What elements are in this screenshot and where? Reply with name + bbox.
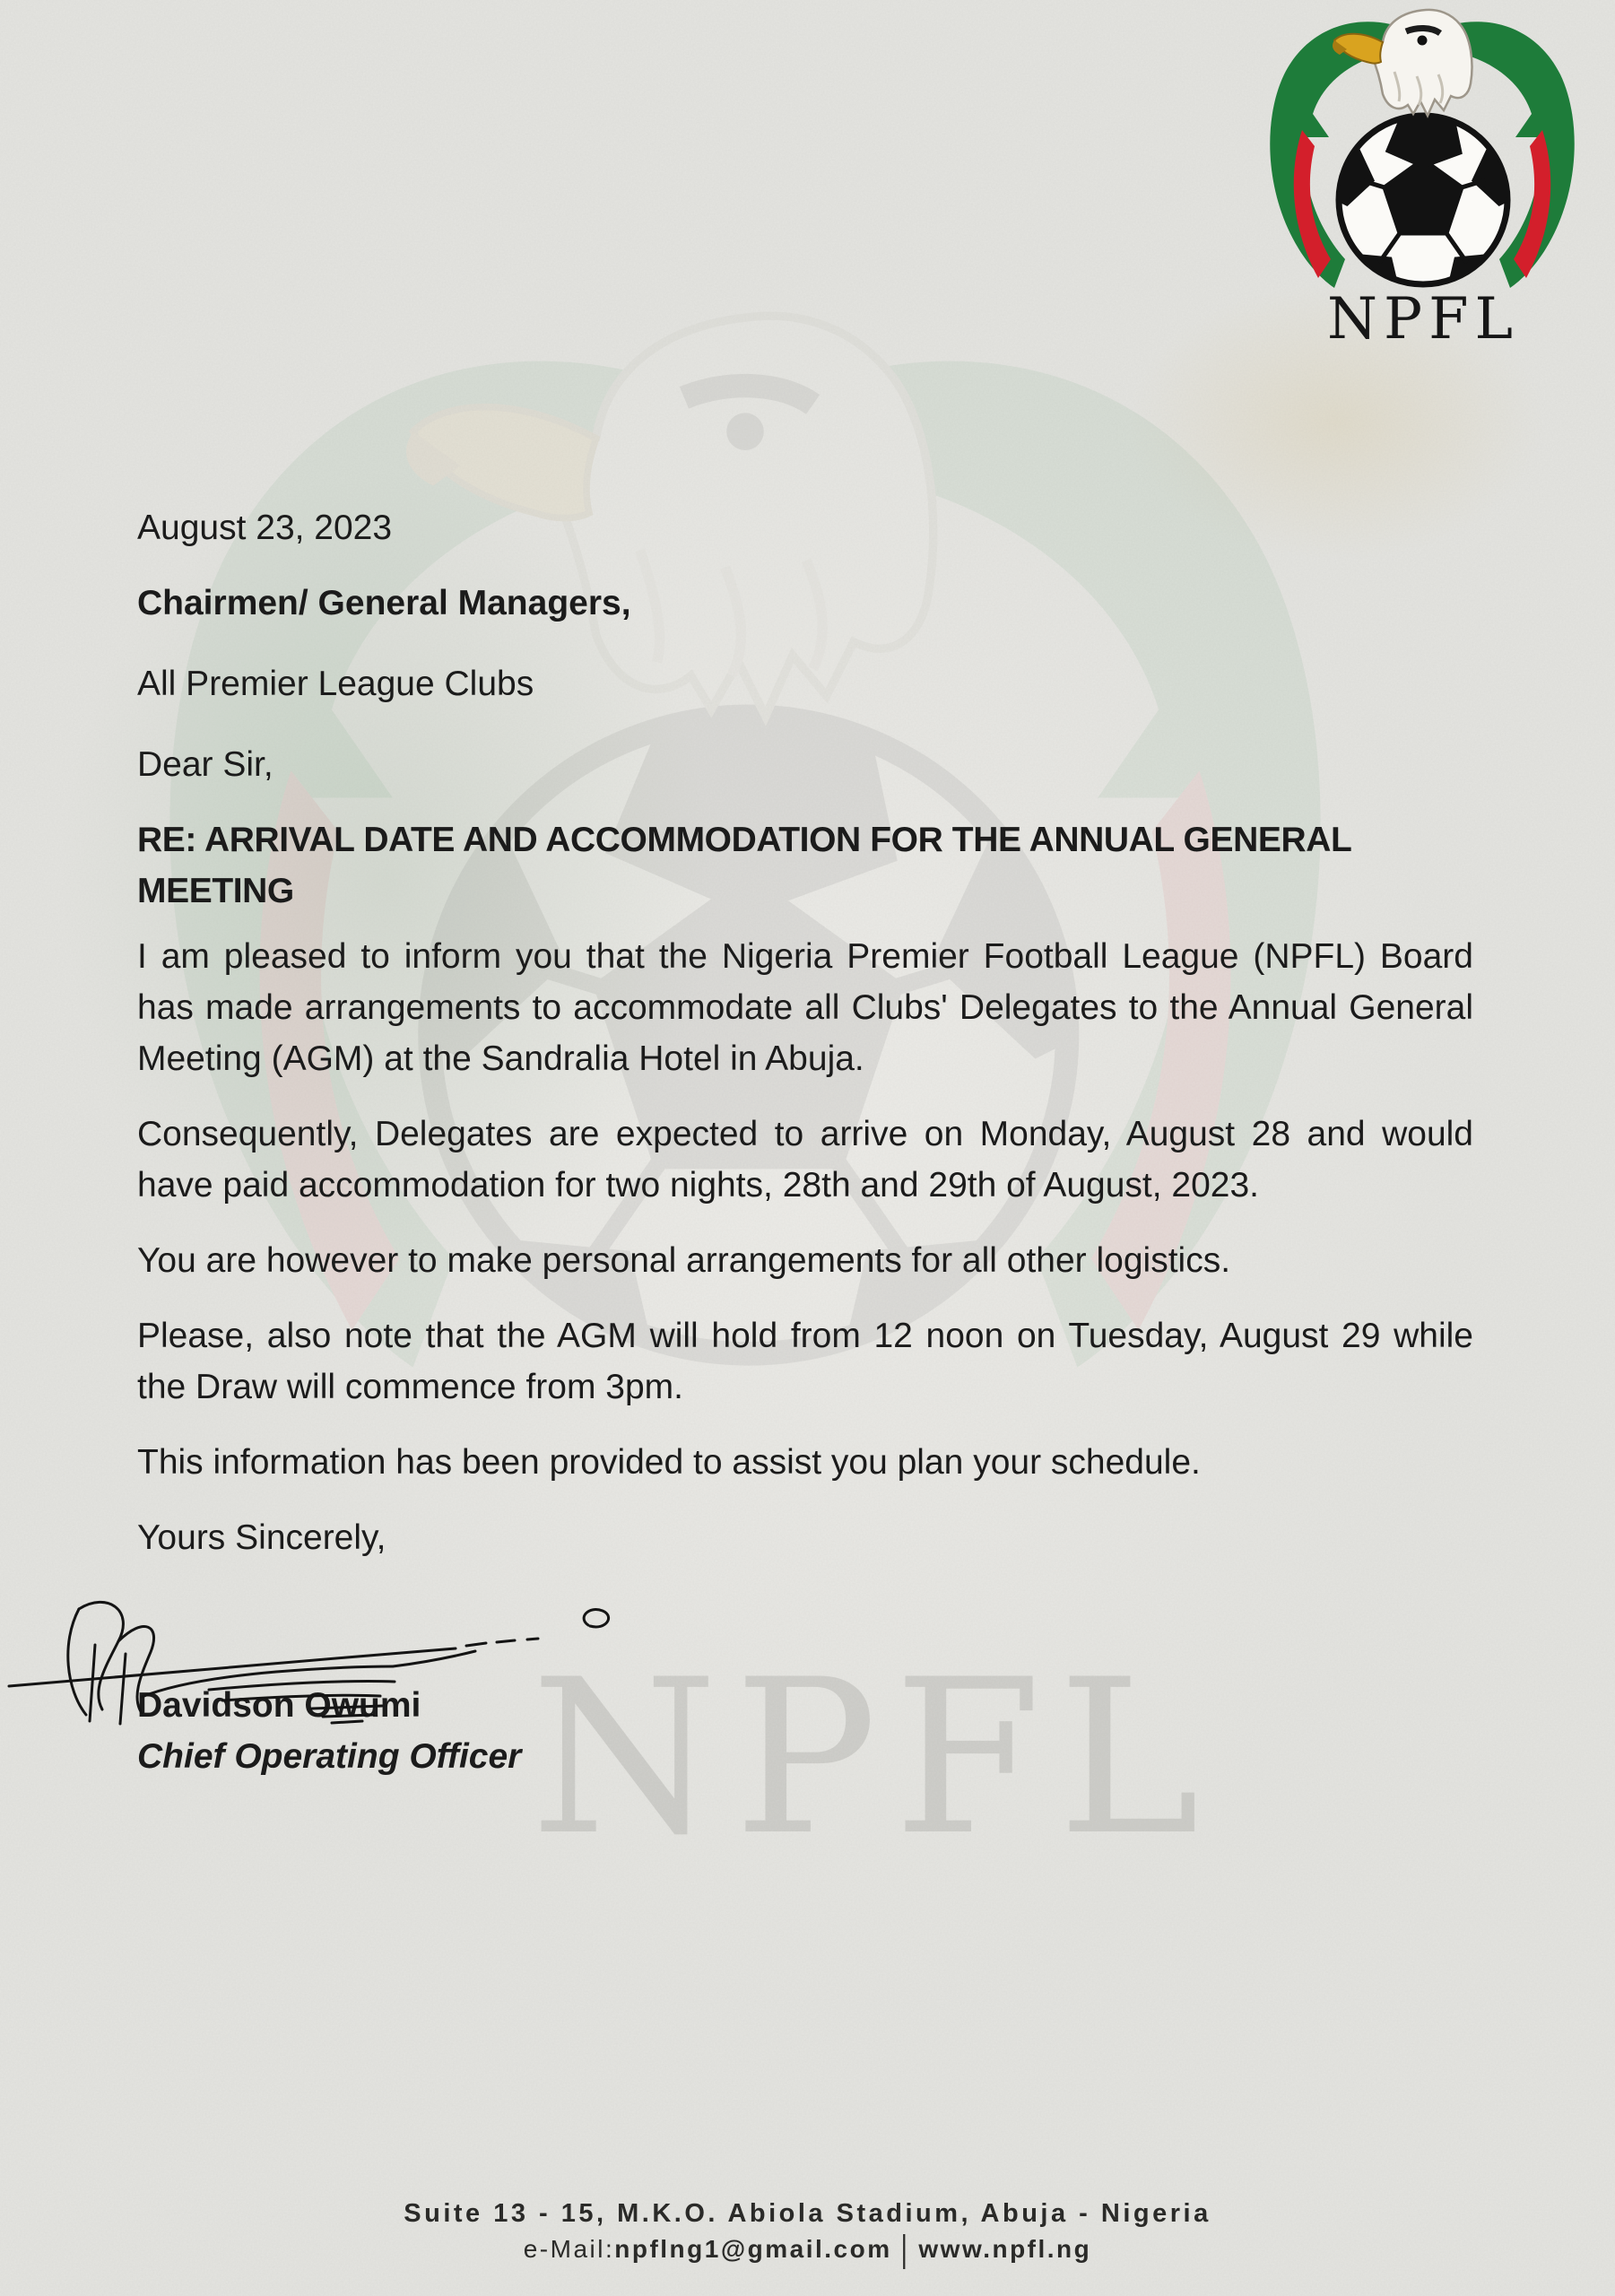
- recipient-line2: All Premier League Clubs: [137, 665, 534, 703]
- letter-date: August 23, 2023: [137, 509, 393, 547]
- footer: [0, 2199, 1615, 2270]
- subject-line: RE: ARRIVAL DATE AND ACCOMMODATION FOR THE ANNUAL GENERAL MEETING: [137, 821, 1351, 910]
- npfl-emblem: [1270, 10, 1574, 306]
- signatory-title: Chief Operating Officer: [137, 1737, 522, 1776]
- footer-website: www.npfl.ng: [918, 2235, 1092, 2263]
- footer-address: Suite 13 - 15, M.K.O. Abiola Stadium, Abuja - Nigeria: [404, 2199, 1211, 2228]
- paragraph-2: Consequently, Delegates are expected to arrive on Monday, August 28 and would have paid accommodation for two nights, 28th and 29th of August, 2023.: [137, 1115, 1473, 1205]
- footer-email: npflng1@gmail.com: [614, 2235, 892, 2263]
- footer-email-label: e-Mail:: [523, 2235, 615, 2263]
- paragraph-1: I am pleased to inform you that the Nigeria Premier Football League (NPFL) Board has made arrangements to accommodate all Clubs' Delegates to the Annual General Meeting (AGM) at the Sandralia Hotel in Abuja.: [137, 937, 1473, 1078]
- salutation: Dear Sir,: [137, 745, 274, 784]
- paragraph-4: Please, also note that the AGM will hold from 12 noon on Tuesday, August 29 while the Draw will commence from 3pm.: [137, 1317, 1473, 1406]
- paragraph-3: You are however to make personal arrangements for all other logistics.: [137, 1241, 1231, 1280]
- signatory-name: Davidson Owumi: [137, 1686, 421, 1725]
- text-watermark: NPFL: [531, 1634, 1216, 1883]
- footer-contact: [0, 2228, 1615, 2270]
- npfl-logo: [1246, 4, 1598, 363]
- paragraph-5: This information has been provided to assist you plan your schedule.: [137, 1443, 1201, 1482]
- soccer-ball-icon: [1318, 116, 1528, 306]
- recipient-line1: Chairmen/ General Managers,: [137, 584, 631, 622]
- logo-wordmark: NPFL: [1327, 286, 1519, 352]
- footer-separator: |: [900, 2228, 910, 2270]
- closing: Yours Sincerely,: [137, 1518, 386, 1557]
- eagle-eye: [1418, 36, 1428, 46]
- signature-scribble: [7, 1589, 644, 1728]
